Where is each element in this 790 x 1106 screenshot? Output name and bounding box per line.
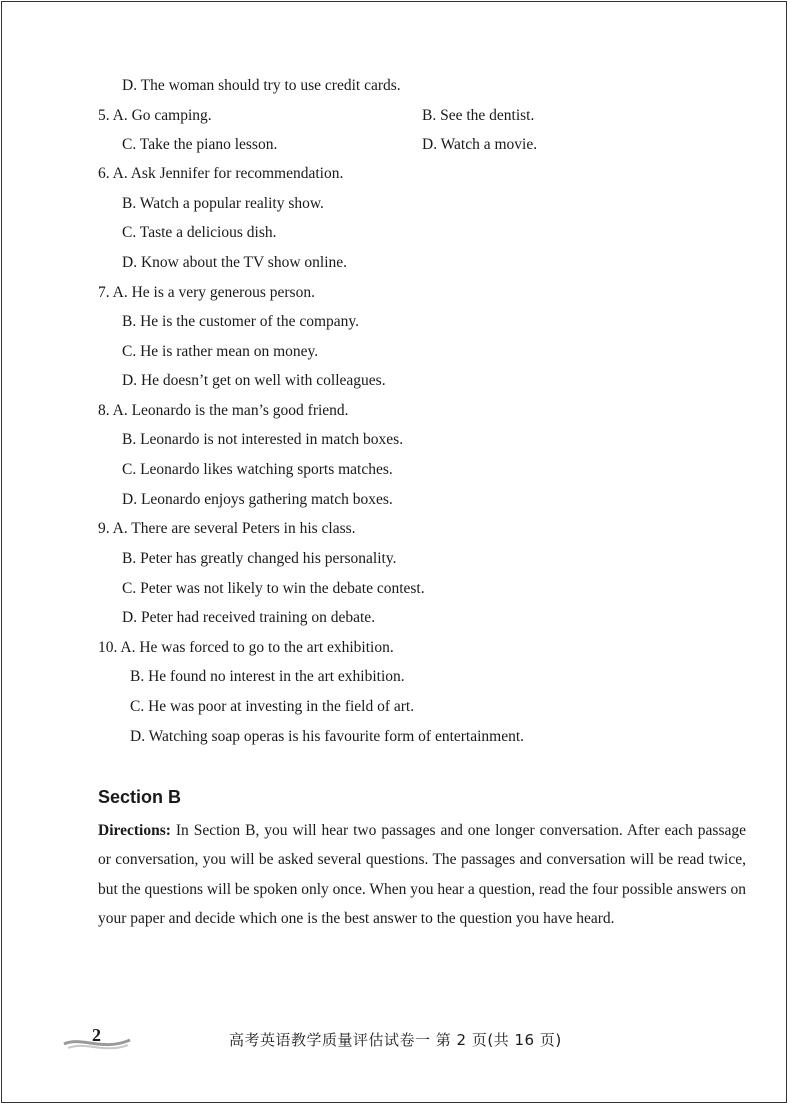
section-b-directions	[98, 816, 746, 934]
q6-option-b: B. Watch a popular reality show.	[122, 195, 324, 212]
q8-option-d: D. Leonardo enjoys gathering match boxes.	[122, 491, 393, 508]
footer-caption: 高考英语教学质量评估试卷一 第 2 页(共 16 页)	[229, 1031, 562, 1049]
q7-option-b: B. He is the customer of the company.	[122, 313, 360, 330]
directions-label: Directions:	[98, 822, 171, 839]
q9-option-c: C. Peter was not likely to win the debate contest.	[122, 580, 425, 597]
q9-option-d: D. Peter had received training on debate.	[122, 609, 376, 626]
q10-option-c: C. He was poor at investing in the field of art.	[130, 698, 415, 715]
q10-option-d: D. Watching soap operas is his favourite form of entertainment.	[130, 728, 525, 745]
q9-option-b: B. Peter has greatly changed his personality.	[122, 550, 397, 567]
q5-option-d: D. Watch a movie.	[422, 136, 538, 153]
q7-option-c: C. He is rather mean on money.	[122, 343, 319, 360]
q5-option-a: 5. A. Go camping.	[98, 107, 212, 124]
q9-option-a: 9. A. There are several Peters in his class.	[98, 520, 356, 537]
q6-option-a: 6. A. Ask Jennifer for recommendation.	[98, 165, 344, 182]
q8-option-c: C. Leonardo likes watching sports matches.	[122, 461, 393, 478]
q5-option-c: C. Take the piano lesson.	[122, 136, 278, 153]
q6-option-c: C. Taste a delicious dish.	[122, 224, 277, 241]
q8-option-a: 8. A. Leonardo is the man’s good friend.	[98, 402, 349, 419]
q4-option-d: D. The woman should try to use credit cards.	[122, 77, 401, 94]
q10-option-a: 10. A. He was forced to go to the art exhibition.	[98, 639, 394, 656]
q6-option-d: D. Know about the TV show online.	[122, 254, 348, 271]
directions-text: In Section B, you will hear two passages and one longer conversation. After each passage or conversation, you will be asked several questions. The passages and conversation will be read twice, but the questions will be spoken only once. When you hear a question, read the four possible answers on your paper and decide which one is the best answer to the question you have heard.	[98, 822, 746, 928]
section-b-title: Section B	[98, 787, 182, 807]
page-number: 2	[92, 1025, 101, 1045]
q5-option-b: B. See the dentist.	[422, 107, 535, 124]
q7-option-a: 7. A. He is a very generous person.	[98, 284, 315, 301]
q8-option-b: B. Leonardo is not interested in match boxes.	[122, 431, 404, 448]
q10-option-b: B. He found no interest in the art exhibition.	[130, 668, 405, 685]
q7-option-d: D. He doesn’t get on well with colleagues.	[122, 372, 386, 389]
